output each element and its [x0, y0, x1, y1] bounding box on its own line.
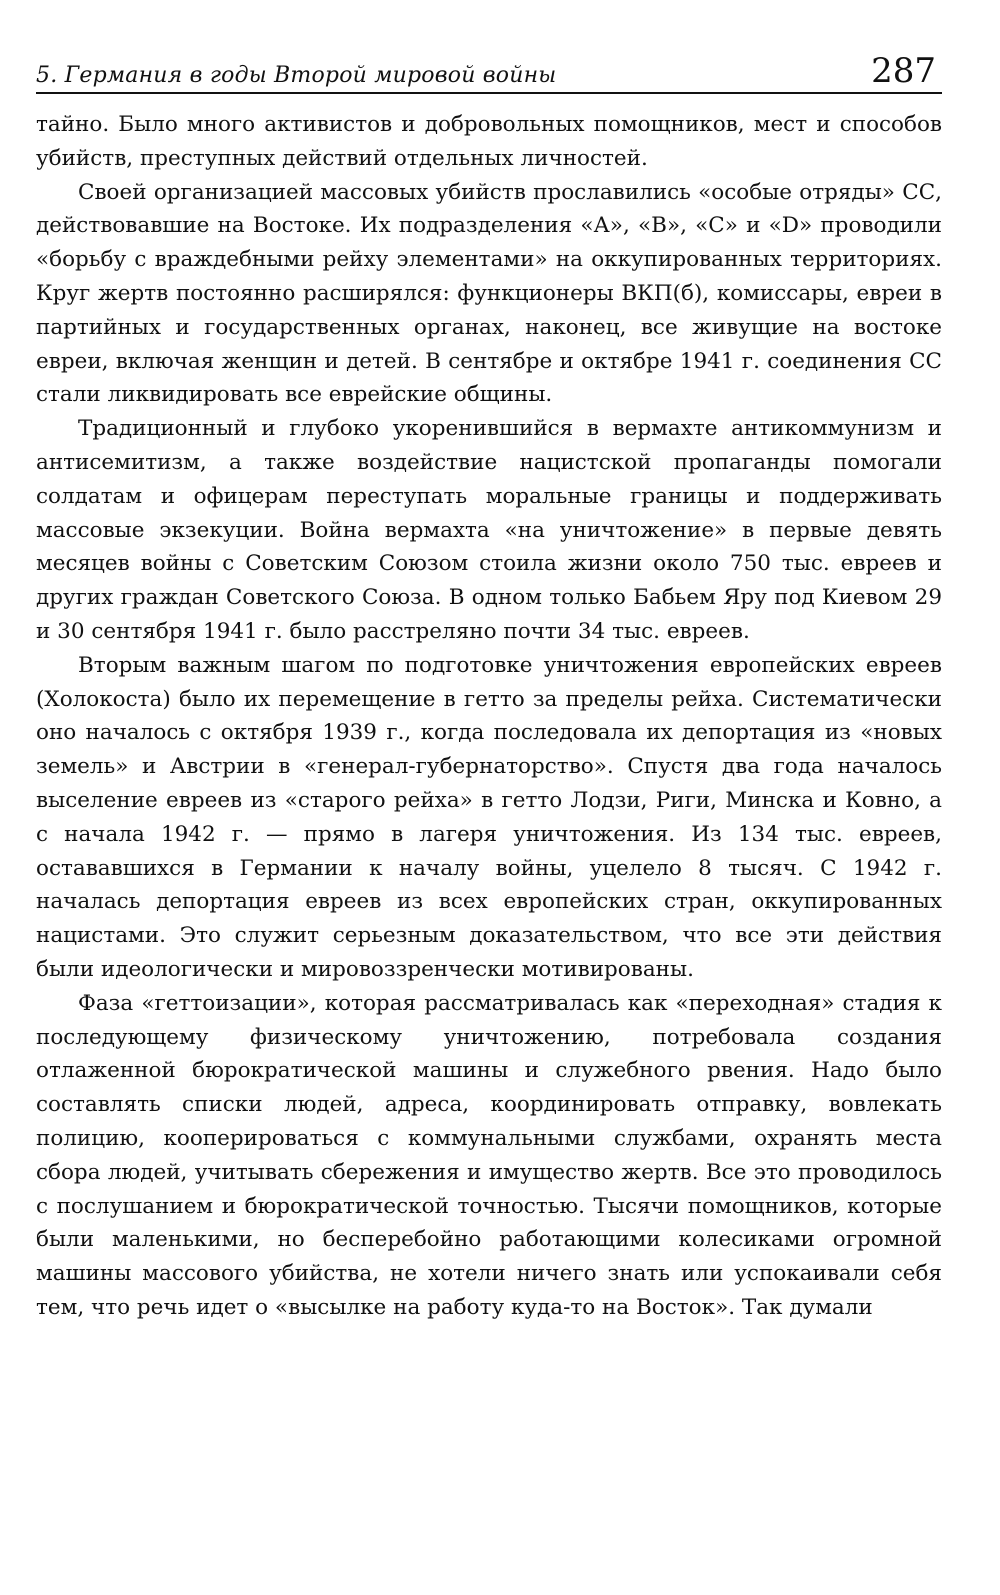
book-page: [36, 40, 942, 1560]
paragraph: Вторым важным шагом по подготовке уничтожения европейских евреев (Холокоста) было их перемещение в гетто за пределы рейха. Систематически оно началось с октября 1939 г., когда последовала их депортация из «новых земель» и Австрии в «генерал-губернаторство». Спустя два года началось выселение евреев из «старого рейха» в гетто Лодзи, Риги, Минска и Ковно, а с начала 1942 г. — прямо в лагеря уничтожения. Из 134 тыс. евреев, остававшихся в Германии к началу войны, уцелело 8 тысяч. С 1942 г. началась депортация евреев из всех европейских стран, оккупированных нацистами. Это служит серьезным доказательством, что все эти действия были идеологически и мировоззренчески мотивированы.: [36, 652, 942, 982]
body-text: [36, 108, 942, 1325]
paragraph-continued: тайно. Было много активистов и добровольных помощников, мест и способов убийств, преступных действий отдельных личностей.: [36, 112, 942, 171]
paragraph: Фаза «геттоизации», которая рассматривалась как «переходная» стадия к последующему физическому уничтожению, потребовала создания отлаженной бюрократической машины и служебного рвения. Надо было составлять списки людей, адреса, координировать отправку, вовлекать полицию, кооперироваться с коммунальными службами, охранять места сбора людей, учитывать сбережения и имущество жертв. Все это проводилось с послушанием и бюрократической точностью. Тысячи помощников, которые были маленькими, но бесперебойно работающими колесиками огромной машины массового убийства, не хотели ничего знать или успокаивали себя тем, что речь идет о «высылке на работу куда-то на Восток». Так думали: [36, 990, 942, 1320]
paragraph: Традиционный и глубоко укоренившийся в вермахте антикоммунизм и антисемитизм, а также воздействие нацистской пропаганды помогали солдатам и офицерам переступать моральные границы и поддерживать массовые экзекуции. Война вермахта «на уничтожение» в первые девять месяцев войны с Советским Союзом стоила жизни около 750 тыс. евреев и других граждан Советского Союза. В одном только Бабьем Яру под Киевом 29 и 30 сентября 1941 г. было расстреляно почти 34 тыс. евреев.: [36, 416, 942, 644]
paragraph: Своей организацией массовых убийств прославились «особые отряды» СС, действовавшие на Востоке. Их подразделения «А», «В», «С» и «D» проводили «борьбу с враждебными рейху элементами» на оккупированных территориях. Круг жертв постоянно расширялся: функционеры ВКП(б), комиссары, евреи в партийных и государственных органах, наконец, все живущие на востоке евреи, включая женщин и детей. В сентябре и октябре 1941 г. соединения СС стали ликвидировать все еврейские общины.: [36, 179, 942, 408]
running-header: [36, 40, 942, 94]
running-title: 5. Германия в годы Второй мировой войны: [36, 63, 557, 88]
page-number: 287: [871, 51, 936, 91]
